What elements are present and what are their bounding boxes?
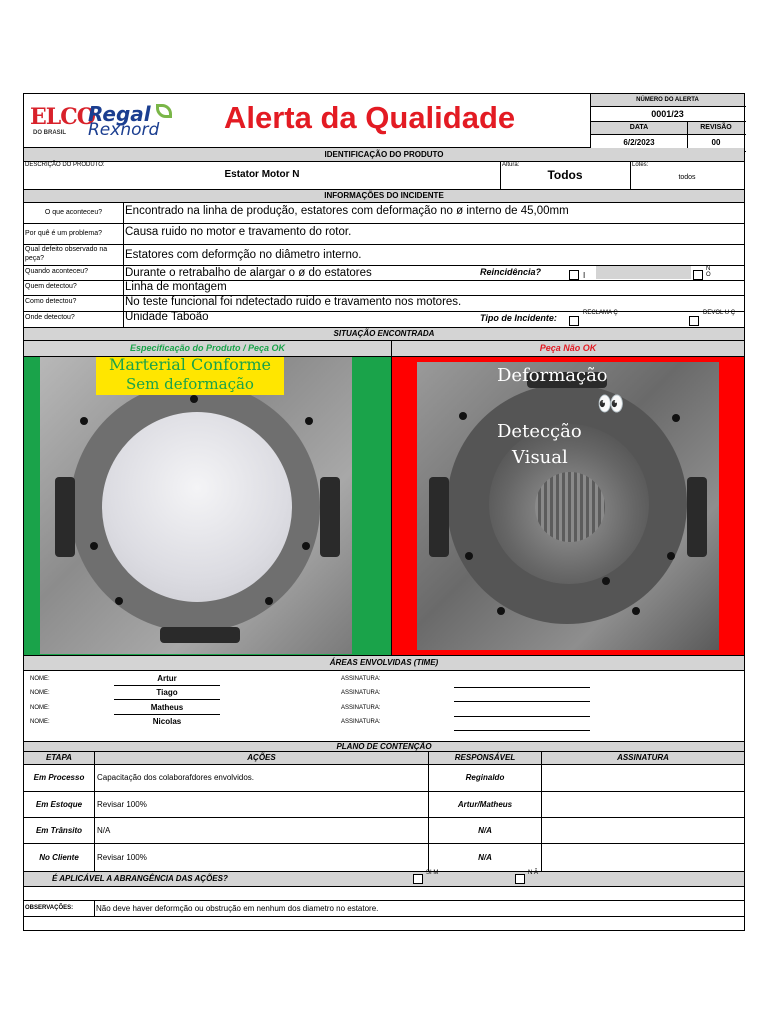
nok-photo-panel: [392, 357, 744, 655]
alert-number-value: 0001/23: [651, 109, 684, 119]
ok-caption-line1: Marterial Conforme: [109, 357, 271, 374]
team-signature-label: ASSINATURA:: [341, 676, 381, 682]
elco-logo-subtext: DO BRASIL: [33, 130, 66, 136]
team-signature-line-3[interactable]: [454, 716, 590, 717]
lots-value: todos: [678, 174, 696, 181]
quality-alert-form: [23, 93, 745, 931]
product-section-title: IDENTIFICAÇÃO DO PRODUTO: [24, 148, 744, 161]
observations-text: Não deve haver deformção ou obstrução em nenhum dos diametro no estatore.: [96, 904, 379, 913]
elco-logo-text: ELCO: [30, 104, 95, 130]
plan-col-stage: ETAPA: [24, 752, 94, 764]
team-member-3: Matheus: [150, 703, 184, 712]
height-label: Altura:: [502, 162, 520, 168]
nok-caption-deformation: Deformação: [497, 365, 608, 386]
incident-value-what: Encontrado na linha de produção, estatores com deformação no ø interno de 45,00mm: [125, 205, 569, 217]
plan-section-title: PLANO DE CONTENÇÃO: [24, 742, 744, 751]
team-name-label: NOME:: [30, 690, 50, 696]
plan-stage: Em Trânsito: [35, 826, 83, 835]
plan-action: Revisar 100%: [97, 800, 147, 809]
nok-caption-visual: Visual: [512, 447, 568, 468]
plan-responsible: Artur/Matheus: [457, 800, 513, 809]
incident-section-title: INFORMAÇÕES DO INCIDENTE: [24, 190, 744, 202]
incident-value-defect: Estatores com deformção no diâmetro interno.: [125, 249, 362, 261]
page-title: Alerta da Qualidade: [224, 100, 516, 135]
rexnord-logo-text: Rexnord: [88, 120, 160, 140]
date-value: 6/2/2023: [623, 138, 655, 147]
ok-caption-line2: Sem deformação: [126, 375, 254, 393]
incident-type-complaint-label: RECLAMA Ç: [583, 310, 618, 316]
lots-label: Lotes:: [632, 162, 649, 168]
regal-leaf-icon: [156, 104, 172, 118]
team-member-2: Tiago: [156, 688, 178, 697]
incident-value-who: Linha de montagem: [125, 281, 227, 293]
recurrence-field: [596, 266, 691, 279]
recurrence-yes-label: I: [583, 271, 586, 280]
situation-section-title: SITUAÇÃO ENCONTRADA: [24, 328, 744, 340]
plan-action: Revisar 100%: [97, 853, 147, 862]
revision-label: REVISÃO: [688, 122, 744, 134]
plan-col-responsible: RESPONSÁVEL: [429, 752, 541, 764]
team-name-label: NOME:: [30, 676, 50, 682]
plan-col-signature: ASSINATURA: [542, 752, 744, 764]
plan-responsible: N/A: [478, 853, 492, 862]
revision-value: 00: [711, 138, 721, 147]
ok-caption-box: [96, 357, 284, 395]
incident-label-defect: Qual defeito observado na peça?: [25, 246, 108, 262]
incident-label-who: Quem detectou?: [25, 283, 77, 290]
date-label: DATA: [591, 122, 687, 134]
team-section-title: ÁREAS ENVOLVIDAS (TIME): [24, 656, 744, 670]
ok-photo-panel: [24, 357, 391, 655]
plan-stage: Em Estoque: [35, 800, 83, 809]
scope-no-checkbox[interactable]: [515, 874, 525, 884]
nok-stator-photo: [417, 362, 719, 650]
regal-logo-text: Regal: [88, 102, 151, 126]
scope-yes-label: SI M: [426, 870, 439, 876]
alert-number-label: NÚMERO DO ALERTA: [591, 94, 744, 106]
recurrence-yes-checkbox[interactable]: [569, 270, 579, 280]
product-description-value: Estator Motor N: [224, 169, 300, 180]
team-signature-label: ASSINATURA:: [341, 705, 381, 711]
nok-title: Peça Não OK: [392, 341, 744, 356]
incident-type-return-label: DEVOL U Ç: [703, 310, 736, 316]
team-signature-line-4[interactable]: [454, 730, 590, 731]
team-member-4: Nicolas: [152, 717, 182, 726]
plan-stage: Em Processo: [33, 773, 85, 782]
plan-col-actions: AÇÕES: [95, 752, 428, 764]
incident-label-where: Onde detectou?: [25, 314, 75, 321]
scope-no-label: N Ã: [528, 870, 539, 876]
recurrence-no-checkbox[interactable]: [693, 270, 703, 280]
height-value: Todos: [547, 168, 583, 182]
observations-label: OBSERVAÇÕES:: [25, 905, 74, 911]
nok-caption-detection: Detecção: [497, 421, 582, 442]
team-name-label: NOME:: [30, 719, 50, 725]
team-name-label: NOME:: [30, 705, 50, 711]
scope-question: É APLICÁVEL A ABRANGÊNCIA DAS AÇÕES?: [52, 874, 228, 883]
incident-label-why: Por quê é um problema?: [25, 230, 103, 237]
ok-stator-photo: [40, 357, 352, 654]
plan-responsible: N/A: [478, 826, 492, 835]
team-signature-label: ASSINATURA:: [341, 719, 381, 725]
incident-value-where: Unidade Taboão: [125, 311, 209, 323]
incident-type-complaint-checkbox[interactable]: [569, 316, 579, 326]
recurrence-no-label: N O: [706, 266, 711, 278]
incident-type-return-checkbox[interactable]: [689, 316, 699, 326]
incident-value-how: No teste funcional foi ndetectado ruido e travamento nos motores.: [125, 296, 462, 308]
scope-yes-checkbox[interactable]: [413, 874, 423, 884]
plan-action: Capacitação dos colaborafdores envolvidos.: [97, 773, 254, 782]
ok-spec-title: Especificação do Produto / Peça OK: [24, 341, 391, 356]
incident-value-when: Durante o retrabalho de alargar o ø do estatores: [125, 267, 372, 279]
team-signature-line-2[interactable]: [454, 701, 590, 702]
ok-bore: [102, 412, 292, 602]
incident-type-label: Tipo de Incidente:: [480, 313, 557, 323]
team-signature-line-1[interactable]: [454, 687, 590, 688]
plan-responsible: Reginaldo: [465, 773, 505, 782]
plan-action: N/A: [97, 826, 111, 835]
team-signature-label: ASSINATURA:: [341, 690, 381, 696]
incident-label-how: Como detectou?: [25, 298, 77, 305]
incident-value-why: Causa ruido no motor e travamento do rotor.: [125, 226, 352, 238]
recurrence-label: Reincidência?: [480, 267, 542, 277]
product-description-label: DESCRIÇÃO DO PRODUTO:: [25, 162, 105, 168]
eyes-icon: 👀: [597, 391, 625, 416]
plan-stage: No Cliente: [39, 853, 79, 862]
team-member-1: Artur: [157, 674, 177, 683]
incident-label-when: Quando aconteceu?: [25, 268, 89, 275]
incident-label-what: O que aconteceu?: [44, 209, 103, 216]
